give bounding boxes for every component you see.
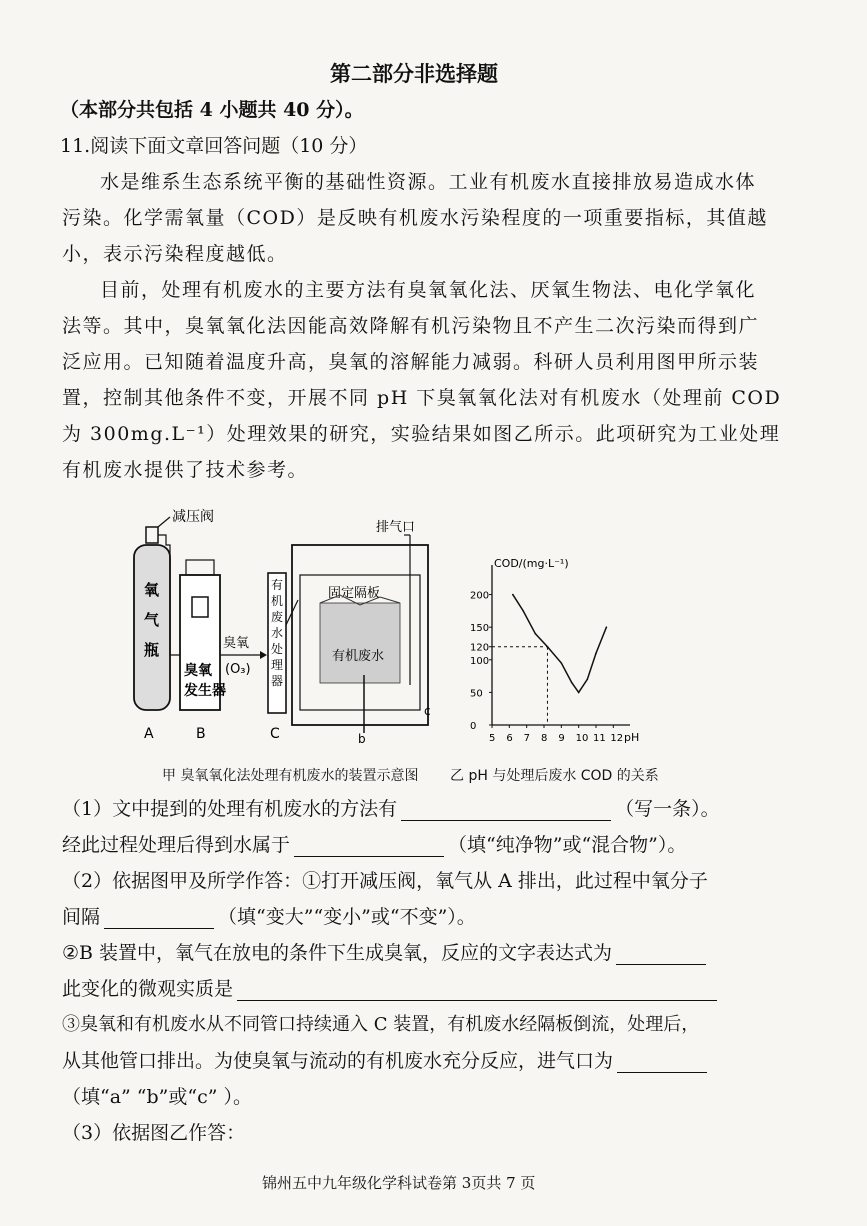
q1-b-answer-blank[interactable]: [294, 836, 444, 857]
q2-line-d: [62, 977, 721, 1001]
svg-text:臭氧: 臭氧: [184, 663, 212, 679]
cod-data-point: [578, 692, 580, 694]
cod-data-point: [535, 633, 537, 635]
x-tick-label: 12: [610, 733, 624, 744]
q2-line-f: [62, 1049, 711, 1073]
figure-a-caption: 甲 臭氧氧化法处理有机废水的装置示意图: [162, 768, 419, 784]
x-axis-label: pH: [624, 731, 640, 744]
svg-text:理: 理: [271, 658, 284, 672]
y-tick-label: 0: [470, 721, 477, 732]
x-tick-label: 7: [523, 733, 531, 744]
passage-line: 泛应用。已知随着温度升高，臭氧的溶解能力减弱。科研人员利用图甲所示装: [62, 351, 760, 373]
q1-line-a: [62, 797, 720, 821]
ozone-label: 臭氧: [223, 636, 250, 651]
cod-data-point: [547, 646, 549, 648]
x-tick-label: 8: [541, 733, 548, 744]
question-header: 11.阅读下面文章回答问题（10 分）: [60, 135, 368, 157]
passage-line: 小，表示污染程度越低。: [62, 243, 288, 265]
valve-label: 减压阀: [172, 509, 214, 525]
pressure-valve: [146, 527, 158, 543]
x-tick-label: 11: [593, 733, 606, 744]
section-title: 第二部分非选择题: [330, 61, 498, 86]
q2-c-prefix: ②B 装置中，氧气在放电的条件下生成臭氧，反应的文字表达式为: [62, 942, 613, 964]
q3-line: （3）依据图乙作答：: [62, 1122, 246, 1144]
svg-text:处: 处: [271, 642, 284, 656]
svg-text:水: 水: [271, 626, 284, 640]
q2-b-prefix: 间隔: [62, 906, 101, 928]
svg-text:器: 器: [271, 674, 284, 688]
svg-text:发生器: 发生器: [184, 683, 226, 699]
y-tick-label: 200: [470, 590, 490, 602]
cylinder-label-2: 气: [144, 611, 160, 629]
svg-text:有: 有: [271, 578, 284, 592]
q2-line-c: [62, 941, 710, 965]
page-footer: 锦州五中九年级化学科试卷第 3页共 7 页: [262, 1174, 536, 1192]
passage-line: 水是维系生态系统平衡的基础性资源。工业有机废水直接排放易造成水体: [100, 171, 757, 193]
cod-data-point: [512, 594, 514, 596]
q2-line-b: [62, 905, 476, 929]
y-axis-label: COD/(mg·L⁻¹): [494, 557, 569, 570]
letter-a: A: [144, 726, 154, 742]
q2-d-prefix: 此变化的微观实质是: [62, 978, 234, 1000]
y-tick-label: 50: [470, 688, 483, 700]
q2-f-answer-blank[interactable]: [617, 1052, 707, 1073]
exhaust-label: 排气口: [376, 520, 416, 535]
passage-line: 有机废水提供了技术参考。: [62, 459, 309, 481]
chart-series: [492, 594, 607, 725]
y-tick-label: 120: [470, 642, 490, 654]
passage-line: 目前，处理有机废水的主要方法有臭氧氧化法、厌氧生物法、电化学氧化: [100, 279, 757, 301]
water-label: 有机废水: [332, 649, 385, 664]
cod-data-point: [595, 652, 597, 654]
y-tick-label: 100: [470, 655, 490, 667]
ph-cod-chart: [470, 555, 640, 755]
port-b: b: [358, 732, 366, 746]
q2-f-prefix: 从其他管口排出。为使臭氧与流动的有机废水充分反应，进气口为: [62, 1050, 614, 1072]
q2-line-e: ③臭氧和有机废水从不同管口持续通入 C 装置，有机废水经隔板倒流，处理后，: [62, 1014, 700, 1035]
port-c: c: [424, 704, 431, 718]
cod-data-point: [522, 610, 524, 612]
cod-data-point: [606, 626, 608, 628]
q2-b-suffix: （填“变大”“变小”或“不变”）。: [218, 906, 476, 928]
chart-ticks: [470, 591, 623, 744]
q2-d-answer-blank[interactable]: [237, 980, 717, 1001]
cod-data-point: [587, 679, 589, 681]
cylinder-label-1: 氧: [144, 581, 160, 599]
passage-line: 置，控制其他条件不变，开展不同 pH 下臭氧氧化法对有机废水（处理前 COD: [62, 387, 782, 409]
chart-axes: [492, 557, 639, 744]
q1-b-suffix: （填“纯净物”或“混合物”）。: [448, 834, 687, 856]
cod-data-point: [561, 662, 563, 664]
svg-text:废: 废: [271, 610, 284, 624]
y-tick-label: 150: [470, 623, 490, 635]
passage-line: 法等。其中，臭氧氧化法因能高效降解有机污染物且不产生二次污染而得到广: [62, 315, 760, 337]
cylinder-label-3: 瓶: [144, 641, 160, 659]
apparatus-diagram: [120, 505, 440, 770]
section-note: （本部分共包括 4 小题共 40 分）。: [60, 99, 364, 121]
x-tick-label: 9: [558, 733, 565, 744]
partition-label: 固定隔板: [328, 586, 381, 601]
q2-line-g: （填“a” “b”或“c” ）。: [62, 1086, 252, 1108]
x-tick-label: 10: [575, 733, 589, 744]
q1-line-b: [62, 833, 686, 857]
cod-data-point: [571, 682, 573, 684]
q1-a-suffix: （写一条）。: [615, 798, 720, 820]
letter-b: B: [196, 726, 206, 742]
svg-text:机: 机: [271, 594, 284, 608]
q2-b-answer-blank[interactable]: [104, 908, 214, 929]
q1-a-prefix: （1）文中提到的处理有机废水的方法有: [62, 798, 398, 820]
passage-line: 污染。化学需氧量（COD）是反映有机废水污染程度的一项重要指标，其值越: [62, 207, 768, 229]
q1-b-prefix: 经此过程处理后得到水属于: [62, 834, 291, 856]
ozone-formula: (O₃): [225, 662, 251, 677]
q1-a-answer-blank[interactable]: [401, 800, 611, 821]
letter-c: C: [270, 726, 280, 742]
x-tick-label: 6: [506, 733, 513, 744]
q2-line-a: （2）依据图甲及所学作答：①打开减压阀，氧气从 A 排出，此过程中氧分子: [62, 870, 708, 892]
figure-b-caption: 乙 pH 与处理后废水 COD 的关系: [450, 768, 659, 784]
passage-line: 为 300mg.L⁻¹）处理效果的研究，实验结果如图乙所示。此项研究为工业处理: [62, 423, 781, 445]
cod-series-line: [513, 595, 607, 693]
x-tick-label: 5: [489, 733, 496, 744]
q2-c-answer-blank[interactable]: [616, 944, 706, 965]
